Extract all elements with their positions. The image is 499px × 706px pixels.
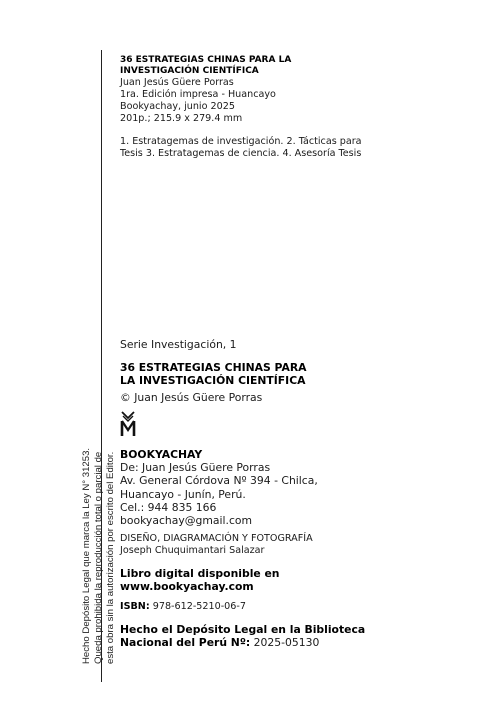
publisher-phone: Cel.: 944 835 166 bbox=[120, 500, 217, 514]
digital-availability bbox=[120, 567, 480, 593]
publisher-line-1: De: Juan Jesús Güere Porras bbox=[120, 461, 271, 475]
digital-url: www.bookyachay.com bbox=[120, 580, 254, 594]
book-title-line-1: 36 ESTRATEGIAS CHINAS PARA LA bbox=[120, 55, 292, 65]
legal-notice-line-2: Queda prohibida la reproducción total o parcial de bbox=[92, 451, 104, 664]
format: 201p.; 215.9 x 279.4 mm bbox=[120, 112, 243, 124]
book-title-line-2: INVESTIGACIÓN CIENTÍFICA bbox=[120, 65, 259, 76]
catalog-record bbox=[120, 55, 480, 125]
bookyachay-logo-icon bbox=[120, 410, 136, 438]
legal-notice-line-3: esta obra sin la autorización por escrito del Editor. bbox=[104, 451, 116, 664]
publisher-info bbox=[120, 448, 480, 527]
design-heading: DISEÑO, DIAGRAMACIÓN Y FOTOGRAFÍA bbox=[120, 533, 313, 544]
copyright: © Juan Jesús Güere Porras bbox=[120, 391, 263, 404]
legal-notice-line-1: Hecho Depósito Legal que marca la Ley N° 31253. bbox=[81, 447, 92, 664]
catalog-subjects bbox=[120, 136, 480, 160]
deposit-label: Nacional del Perú Nº: bbox=[120, 636, 251, 650]
design-credit bbox=[120, 533, 480, 557]
digital-line-1: Libro digital disponible en bbox=[120, 567, 280, 580]
designer-name: Joseph Chuquimantari Salazar bbox=[120, 545, 265, 556]
isbn-label: ISBN: bbox=[120, 601, 150, 612]
author: Juan Jesús Güere Porras bbox=[120, 76, 234, 88]
publisher-email: bookyachay@gmail.com bbox=[120, 514, 252, 528]
legal-notice-vertical bbox=[81, 394, 116, 664]
book-title-block bbox=[120, 361, 480, 387]
book-title-2-line-2: LA INVESTIGACIÓN CIENTÍFICA bbox=[120, 374, 306, 388]
series: Serie Investigación, 1 bbox=[120, 338, 237, 351]
legal-deposit bbox=[120, 623, 480, 649]
isbn bbox=[120, 601, 480, 613]
edition: 1ra. Edición impresa - Huancayo bbox=[120, 88, 276, 100]
publisher-city: Huancayo - Junín, Perú. bbox=[120, 487, 246, 501]
isbn-value: 978-612-5210-06-7 bbox=[152, 601, 246, 612]
deposit-line-1: Hecho el Depósito Legal en la Biblioteca bbox=[120, 623, 366, 636]
subjects-line-2: Tesis 3. Estratagemas de ciencia. 4. Asesoría Tesis bbox=[120, 148, 362, 159]
subjects-line-1: 1. Estratagemas de investigación. 2. Tácticas para bbox=[120, 136, 362, 147]
book-title-2-line-1: 36 ESTRATEGIAS CHINAS PARA bbox=[120, 361, 307, 374]
publisher-date: Bookyachay, junio 2025 bbox=[120, 100, 235, 112]
deposit-number: 2025-05130 bbox=[253, 636, 320, 650]
publisher-address: Av. General Córdova Nº 394 - Chilca, bbox=[120, 474, 318, 488]
publisher-name: BOOKYACHAY bbox=[120, 448, 203, 461]
